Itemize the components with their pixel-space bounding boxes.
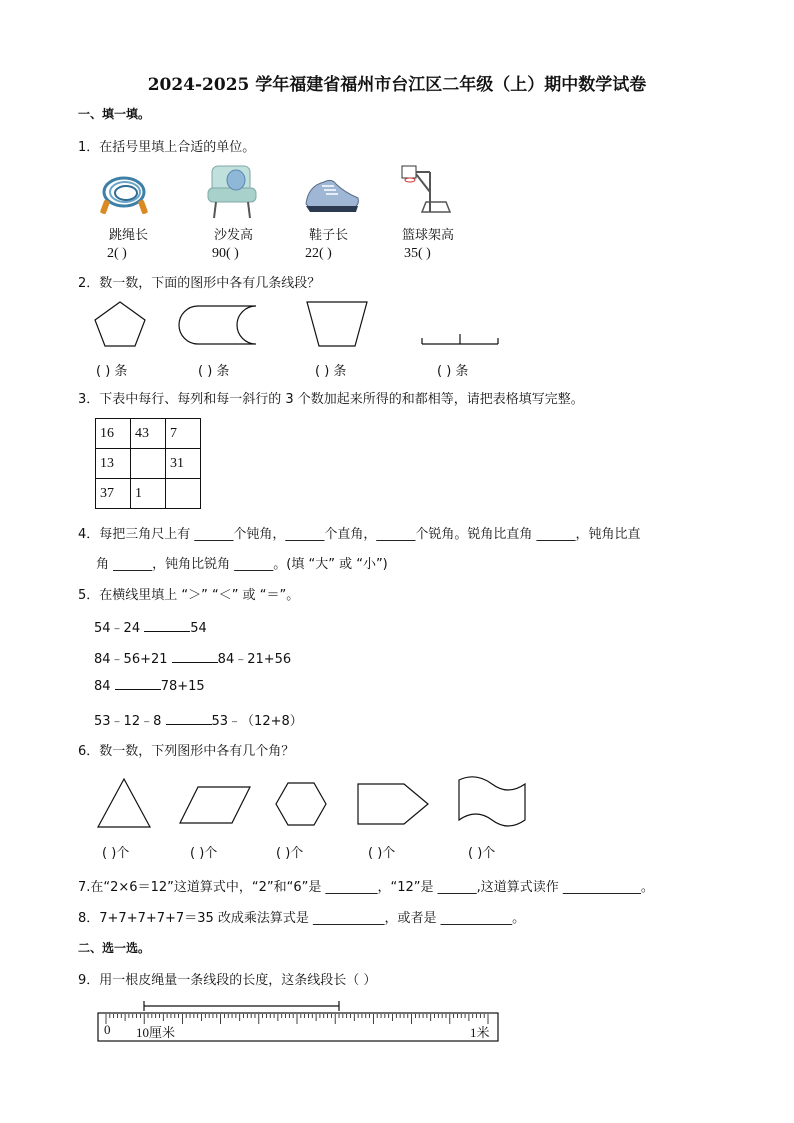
q5-row-2 bbox=[94, 648, 291, 667]
q1-label-hoop: 篮球架高 bbox=[402, 228, 455, 243]
q5-blank[interactable] bbox=[172, 661, 218, 663]
question-2-text: 2．数一数，下面的图形中各有几条线段？ bbox=[78, 276, 321, 291]
triangle-shape bbox=[94, 776, 154, 830]
ruler-label-zero: 0 bbox=[104, 1022, 111, 1037]
q5-row-4 bbox=[94, 710, 303, 729]
question-5-text: 5．在横线里填上 “＞” “＜” 或 “＝”。 bbox=[78, 588, 300, 603]
q2-answer-1[interactable]: ( ) 条 bbox=[96, 364, 128, 379]
q5-blank[interactable] bbox=[166, 723, 212, 725]
shoe-icon bbox=[302, 172, 362, 218]
q2-answer-2[interactable]: ( ) 条 bbox=[198, 364, 230, 379]
question-4-line-1: 4．每把三角尺上有 ______个钝角，______个直角，______个锐角。锐角比直角 ______，钝角比直 bbox=[78, 527, 641, 542]
q1-answer-sofa[interactable]: 90( ) bbox=[212, 246, 239, 261]
q6-answer-4[interactable]: ( )个 bbox=[368, 846, 396, 861]
grid-cell: 31 bbox=[166, 449, 201, 479]
q5-blank[interactable] bbox=[144, 630, 190, 632]
grid-cell: 16 bbox=[96, 419, 131, 449]
q1-label-rope: 跳绳长 bbox=[109, 228, 149, 243]
section-heading-choose: 二、选一选。 bbox=[78, 941, 151, 955]
q5-row-1 bbox=[94, 617, 207, 636]
q1-label-shoe: 鞋子长 bbox=[309, 228, 349, 243]
question-8-text: 8．7+7+7+7+7＝35 改成乘法算式是 ___________，或者是 ___________。 bbox=[78, 911, 526, 926]
trapezoid-shape bbox=[305, 300, 369, 348]
ruler-label-one-meter: 1米 bbox=[470, 1025, 490, 1040]
grid-row bbox=[96, 479, 201, 509]
q5-row-3 bbox=[94, 679, 205, 694]
question-4-line-2: 角 ______，钝角比锐角 ______。(填 “大” 或 “小”) bbox=[96, 557, 388, 572]
jump-rope-icon bbox=[96, 170, 154, 220]
question-1-text: 1．在括号里填上合适的单位。 bbox=[78, 140, 256, 155]
section-heading-fill: 一、填一填。 bbox=[78, 107, 151, 121]
q2-answer-3[interactable]: ( ) 条 bbox=[315, 364, 347, 379]
q5-left: 84﹣56+21 bbox=[94, 652, 168, 667]
grid-cell: 1 bbox=[131, 479, 166, 509]
q1-label-sofa: 沙发高 bbox=[214, 228, 254, 243]
question-9-text: 9．用一根皮绳量一条线段的长度，这条线段长（ ） bbox=[78, 973, 377, 988]
page-title: 2024-2025 学年福建省福州市台江区二年级（上）期中数学试卷 bbox=[147, 75, 647, 95]
magic-square-grid bbox=[95, 418, 201, 509]
question-7-text: 7.在“2×6＝12”这道算式中，“2”和“6”是 ________，“12”是 ______,这道算式读作 ____________。 bbox=[78, 880, 654, 895]
q5-left: 53﹣12﹣8 bbox=[94, 714, 162, 729]
grid-cell: 37 bbox=[96, 479, 131, 509]
question-3-text: 3．下表中每行、每列和每一斜行的 3 个数加起来所得的和都相等，请把表格填写完整。 bbox=[78, 392, 584, 407]
q1-answer-rope[interactable]: 2( ) bbox=[107, 246, 127, 261]
q2-answer-4[interactable]: ( ) 条 bbox=[437, 364, 469, 379]
pentagon-shape bbox=[92, 299, 148, 349]
q5-right: 78+15 bbox=[160, 679, 205, 694]
q5-right: 53﹣（12+8） bbox=[211, 714, 303, 729]
q6-answer-5[interactable]: ( )个 bbox=[468, 846, 496, 861]
q5-right: 54 bbox=[190, 621, 207, 636]
parallelogram-shape bbox=[178, 784, 252, 826]
ruler-label-ten-cm: 10厘米 bbox=[136, 1025, 176, 1040]
grid-cell: 13 bbox=[96, 449, 131, 479]
grid-cell-blank[interactable] bbox=[131, 449, 166, 479]
rounded-shape bbox=[178, 304, 260, 346]
q5-right: 84﹣21+56 bbox=[217, 652, 292, 667]
hexagon-shape bbox=[274, 780, 328, 828]
sofa-icon bbox=[206, 162, 258, 222]
curved-flag-shape bbox=[456, 776, 528, 830]
grid-cell: 43 bbox=[131, 419, 166, 449]
pentagon-arrow-shape bbox=[356, 782, 430, 826]
q6-answer-1[interactable]: ( )个 bbox=[102, 846, 130, 861]
grid-row bbox=[96, 419, 201, 449]
q6-answer-3[interactable]: ( )个 bbox=[276, 846, 304, 861]
q1-answer-hoop[interactable]: 35( ) bbox=[404, 246, 431, 261]
grid-cell: 7 bbox=[166, 419, 201, 449]
q5-left: 84 bbox=[94, 679, 111, 694]
q5-left: 54﹣24 bbox=[94, 621, 141, 636]
grid-cell-blank[interactable] bbox=[166, 479, 201, 509]
q1-answer-shoe[interactable]: 22( ) bbox=[305, 246, 332, 261]
line-segment-shape bbox=[420, 332, 502, 348]
q5-blank[interactable] bbox=[115, 688, 161, 690]
basketball-hoop-icon bbox=[396, 162, 456, 220]
question-6-text: 6．数一数，下列图形中各有几个角？ bbox=[78, 744, 295, 759]
grid-row bbox=[96, 449, 201, 479]
q6-answer-2[interactable]: ( )个 bbox=[190, 846, 218, 861]
